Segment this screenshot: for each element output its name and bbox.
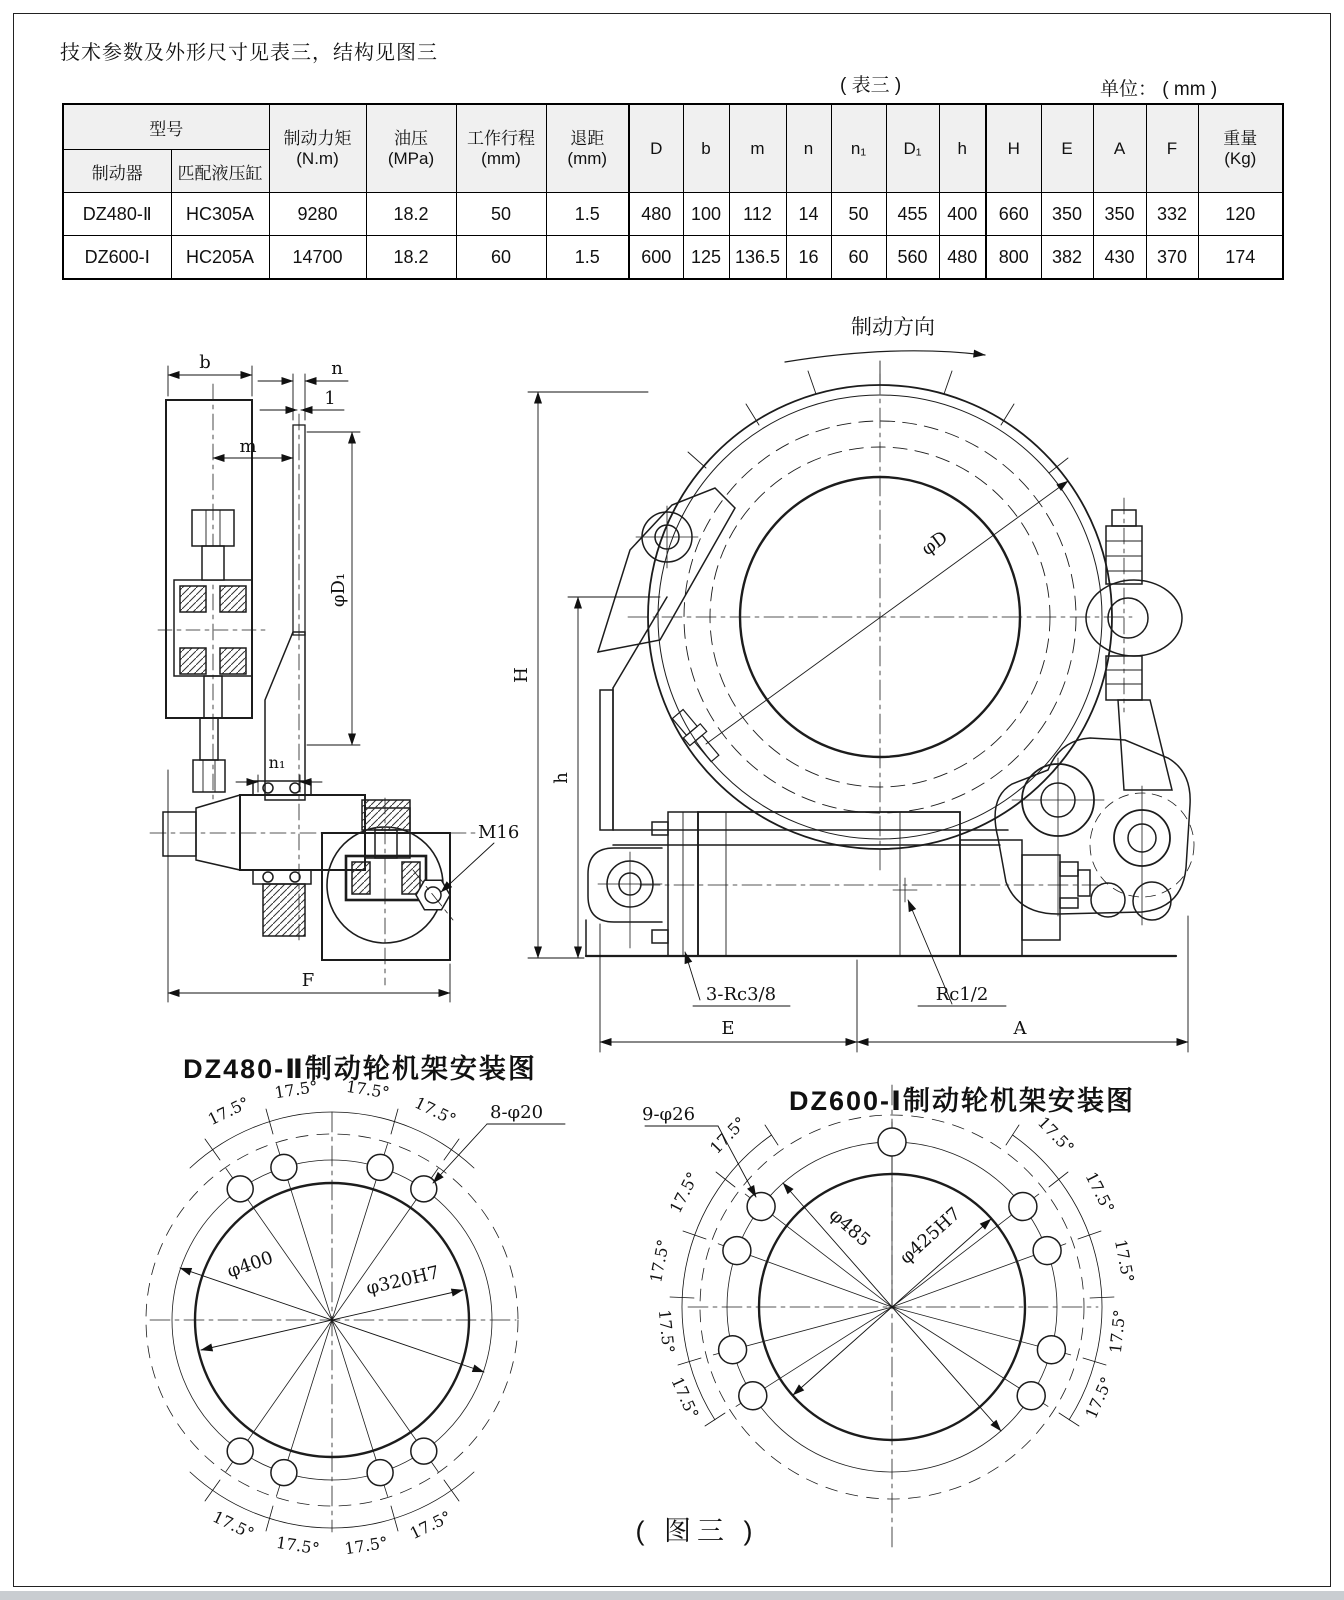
angle-label: 17.5°	[204, 1092, 253, 1130]
angle-label: 17.5°	[343, 1532, 390, 1559]
angle-label: 17.5°	[654, 1308, 679, 1355]
table-tag: ( 表三 )	[840, 75, 902, 96]
dim-label-phiD: φD	[917, 527, 952, 560]
col-oil: 油压 (MPa)	[366, 104, 456, 193]
side-view	[150, 384, 480, 985]
angle-label: 17.5°	[411, 1092, 460, 1130]
brake-direction-label: 制动方向	[851, 316, 935, 339]
dim-label-phiD1: φD₁	[328, 572, 349, 608]
angle-label: 17.5°	[209, 1506, 258, 1544]
figure-tag: ( 图三 )	[635, 1516, 759, 1546]
dim-label-h: h	[551, 772, 572, 784]
col-cylinder: 匹配液压缸	[171, 150, 269, 193]
angle-label: 17.5°	[273, 1076, 320, 1103]
intro-text: 技术参数及外形尺寸见表三，结构见图三	[60, 42, 438, 64]
angle-label: 17.5°	[1110, 1237, 1138, 1285]
dim-label-phi320: φ320H7	[364, 1262, 442, 1300]
dim-label-9phi26: 9-φ26	[642, 1104, 696, 1125]
dim-label-rc38: 3-Rc3/8	[705, 984, 777, 1005]
angle-label: 17.5°	[344, 1076, 391, 1103]
right-diagram-caption: DZ600-Ⅰ制动轮机架安装图	[788, 1086, 1136, 1116]
dim-label-n: n	[331, 358, 343, 379]
front-view-dimensions	[528, 392, 1188, 1052]
col-n: n	[786, 104, 831, 193]
angle-label: 17.5°	[274, 1532, 321, 1559]
dim-label-phi485: φ485	[824, 1204, 875, 1252]
col-F: F	[1146, 104, 1198, 193]
angle-label: 17.5°	[665, 1168, 703, 1217]
dim-label-H: H	[511, 667, 532, 683]
col-retreat: 退距 (mm)	[546, 104, 629, 193]
dim-label-1: 1	[324, 388, 336, 409]
col-weight: 重量 (Kg)	[1198, 104, 1283, 193]
angle-label: 17.5°	[1081, 1373, 1117, 1422]
col-D: D	[629, 104, 683, 193]
col-model: 型号	[63, 104, 269, 150]
col-brake: 制动器	[63, 150, 171, 193]
dim-label-A: A	[1013, 1018, 1027, 1039]
dz480-mounting-diagram	[146, 1109, 565, 1532]
angle-label: 17.5°	[706, 1112, 751, 1158]
col-D1: D₁	[886, 104, 939, 193]
angle-label: 17.5°	[646, 1237, 674, 1285]
left-diagram-caption: DZ480-Ⅱ制动轮机架安装图	[183, 1054, 537, 1084]
dim-label-phi400: φ400	[224, 1247, 276, 1283]
dim-label-m: m	[239, 436, 257, 457]
unit-label: 单位： ( mm )	[1100, 79, 1218, 100]
table-row: DZ480-Ⅱ HC305A 9280 18.2 50 1.5 480 100 112 14 50 455 400 660 350 350 332 120	[63, 193, 1283, 236]
side-view-labels	[199, 352, 519, 991]
dim-label-rc12: Rc1/2	[935, 984, 989, 1005]
col-m: m	[729, 104, 786, 193]
table-row: DZ600-Ⅰ HC205A 14700 18.2 60 1.5 600 125 136.5 16 60 560 480 800 382 430 370 174	[63, 236, 1283, 280]
dim-label-phi425: φ425H7	[895, 1203, 965, 1269]
angle-label: 17.5°	[1033, 1112, 1078, 1158]
angle-label: 17.5°	[667, 1373, 703, 1422]
col-E: E	[1041, 104, 1093, 193]
col-torque: 制动力矩 (N.m)	[269, 104, 366, 193]
angle-label: 17.5°	[1105, 1308, 1130, 1355]
col-n1: n₁	[831, 104, 886, 193]
col-b: b	[683, 104, 729, 193]
dim-label-n1: n₁	[268, 753, 286, 772]
front-view	[586, 351, 1194, 956]
col-h: h	[939, 104, 986, 193]
angle-label: 17.5°	[1081, 1168, 1119, 1217]
col-stroke: 工作行程 (mm)	[456, 104, 546, 193]
dim-label-E: E	[721, 1018, 735, 1039]
col-A: A	[1093, 104, 1146, 193]
dim-label-b: b	[199, 352, 211, 373]
dim-label-F: F	[301, 970, 315, 991]
angle-label: 17.5°	[406, 1506, 455, 1544]
dim-label-m16: M16	[478, 822, 520, 843]
dim-label-8phi20: 8-φ20	[490, 1102, 544, 1123]
col-H: H	[986, 104, 1041, 193]
